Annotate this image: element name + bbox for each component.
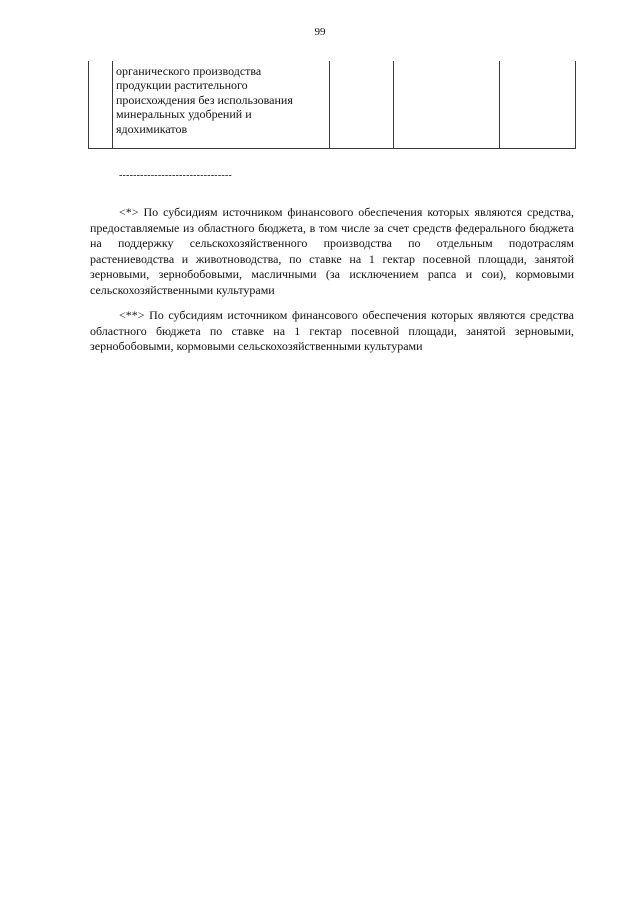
table-fragment	[88, 61, 576, 149]
table-cell-description	[113, 61, 330, 149]
table-cell-empty	[500, 61, 576, 149]
footnote-separator: --------------------------------	[119, 170, 232, 181]
footnote-1: <*> По субсидиям источником финансового обеспечения которых являются средства, предоставляемые из областного бюджета, в том числе за счет средств федерального бюджета на поддержку сельскохозяйственного производства по отдельным подотраслям растениеводства и животноводства, по ставке на 1 гектар посевной площади, занятой зерновыми, зернобобовыми, масличными (за исключением рапса и сои), кормовыми сельскохозяйственными культурами	[90, 205, 574, 297]
table-row	[89, 61, 576, 149]
table-cell-description-text: органического производства продукции растительного происхождения без использования минеральных удобрений и ядохимикатов	[116, 64, 293, 136]
footnote-2: <**> По субсидиям источником финансового обеспечения которых являются средства областного бюджета по ставке на 1 гектар посевной площади, занятой зерновыми, зернобобовыми, кормовыми сельскохозяйственными культурами	[90, 308, 574, 353]
page-number: 99	[314, 26, 326, 38]
table-cell-number	[89, 61, 113, 149]
table-cell-empty	[394, 61, 500, 149]
table-cell-empty	[330, 61, 394, 149]
